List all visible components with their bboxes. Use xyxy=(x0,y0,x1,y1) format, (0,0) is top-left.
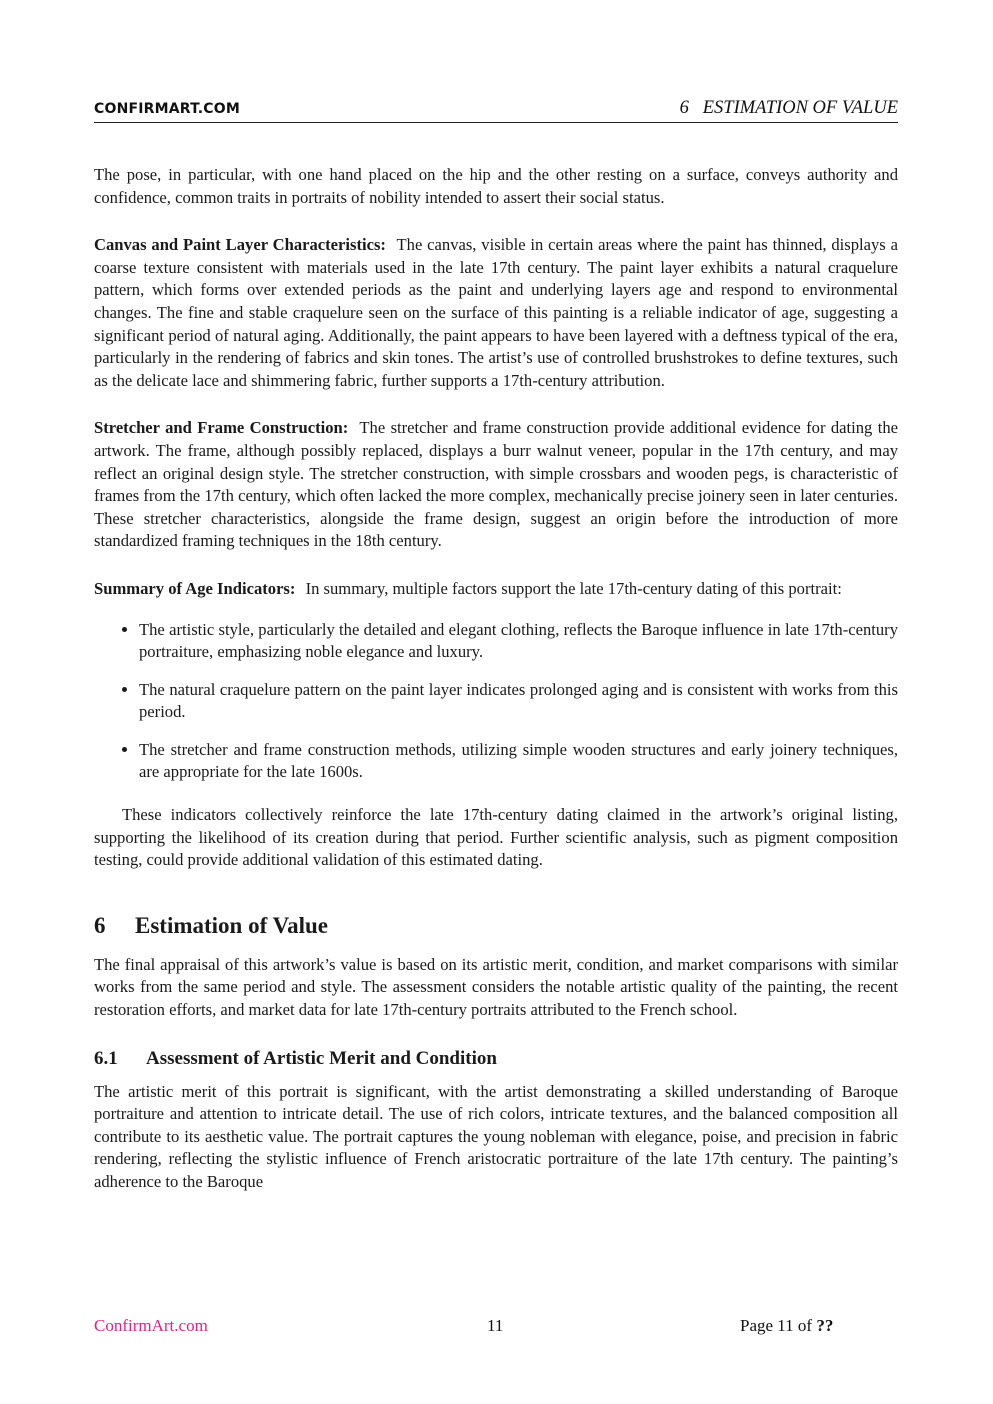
logo: CONFIRMART.COM xyxy=(94,101,241,117)
age-indicator-list xyxy=(94,619,898,785)
section-heading xyxy=(94,912,898,940)
list-item: • The artistic style, particularly the detailed and elegant clothing, reflects the Baroque influence in late 17th-century portraiture, emphasizing noble elegance and luxury. xyxy=(139,619,898,664)
paragraph-section: The final appraisal of this artwork’s value is based on its artistic merit, condition, and market comparisons with similar works from the same period and style. The assessment considers the notable artistic quality of the painting, the recent restoration efforts, and market data for late 17th-century portraits attributed to the French school. xyxy=(94,954,898,1020)
paragraph-conclusion: These indicators collectively reinforce the late 17th-century dating claimed in the artwork’s original listing, supporting the likelihood of its creation during that period. Further scientific analysis, such as pigment composition testing, could provide additional validation of this estimated dating. xyxy=(94,805,898,870)
lead-stretcher: Stretcher and Frame Construction: xyxy=(94,418,349,438)
section-title: Estimation of Value xyxy=(135,912,328,938)
text-stretcher: The stretcher and frame construction provide additional evidence for dating the artwork. The frame, although possibly replaced, displays a burr walnut veneer, popular in the 17th century, and may reflect an original design style. The stretcher construction, with simple crossbars and wooden pegs, is characteristic of frames from the 17th century, which often lacked the more complex, mechanically precise joinery seen in later centuries. These stretcher characteristics, alongside the frame design, suggest an origin before the introduction of more standardized framing techniques in the 18th century. xyxy=(94,418,898,551)
paragraph-subsection: The artistic merit of this portrait is significant, with the artist demonstrating a skilled understanding of Baroque portraiture and attention to intricate detail. The use of rich colors, intricate textures, and the balanced composition all contribute to its aesthetic value. The portrait captures the young nobleman with elegance, poise, and precision in fabric rendering, reflecting the stylistic influence of French aristocratic portraiture of the late 17th century. The painting’s adherence to the Baroque xyxy=(94,1081,898,1191)
subsection-title: Assessment of Artistic Merit and Condition xyxy=(146,1047,497,1069)
paragraph-intro: The pose, in particular, with one hand placed on the hip and the other resting on a surface, conveys authority and confidence, common traits in portraits of nobility intended to assert their social status. xyxy=(94,165,898,207)
footer-page-of xyxy=(740,1316,833,1336)
page-of-prefix: Page 11 of xyxy=(740,1316,813,1335)
paragraph-canvas xyxy=(94,234,898,392)
paragraph-stretcher xyxy=(94,417,898,553)
lead-canvas: Canvas and Paint Layer Characteristics: xyxy=(94,235,386,255)
paragraph-summary xyxy=(94,578,898,601)
subsection-number: 6.1 xyxy=(94,1047,118,1069)
section-number: 6 xyxy=(94,912,106,938)
page-footer xyxy=(94,1316,898,1338)
lead-summary: Summary of Age Indicators: xyxy=(94,578,296,598)
list-item: • The natural craquelure pattern on the paint layer indicates prolonged aging and is consistent with works from this period. xyxy=(139,679,898,724)
subsection-heading xyxy=(94,1047,898,1071)
list-item: • The stretcher and frame construction methods, utilizing simple wooden structures and early joinery techniques, are appropriate for the late 1600s. xyxy=(139,739,898,784)
text-summary: In summary, multiple factors support the late 17th-century dating of this portrait: xyxy=(305,578,842,598)
text-canvas: The canvas, visible in certain areas where the paint has thinned, displays a coarse texture consistent with materials used in the late 17th century. The paint layer exhibits a natural craquelure pattern, which forms over extended periods as the paint and underlying layers age and respond to environmental changes. The fine and stable craquelure seen on the surface of this painting is a reliable indicator of age, suggesting a significant period of natural aging. Additionally, the paint appears to have been layered with a deftness typical of the era, particularly in the rendering of fabrics and skin tones. The artist’s use of controlled brushstrokes to define textures, such as the delicate lace and shimmering fabric, further supports a 17th-century attribution. xyxy=(94,235,898,390)
footer-site-link[interactable]: ConfirmArt.com xyxy=(94,1316,208,1335)
footer-page-number: 11 xyxy=(487,1316,504,1335)
page-header xyxy=(94,98,898,123)
page-content xyxy=(94,164,898,1219)
running-title: 6 ESTIMATION OF VALUE xyxy=(679,98,898,118)
page-total: ?? xyxy=(816,1316,834,1335)
